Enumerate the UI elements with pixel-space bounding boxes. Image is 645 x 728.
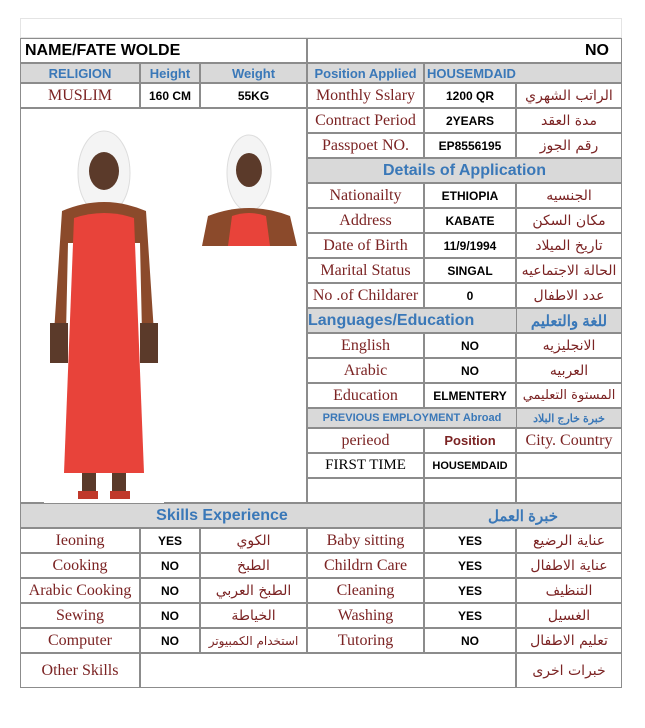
sewing-value: NO [140,603,200,628]
children-care-label: Childrn Care [307,553,424,578]
address-value: KABATE [424,208,516,233]
contract-period-ar: مدة العقد [516,108,622,133]
empty-cell [424,478,516,503]
arabic-cooking-label: Arabic Cooking [20,578,140,603]
dob-value: 11/9/1994 [424,233,516,258]
baby-sitting-ar: عناية الرضيع [516,528,622,553]
address-ar: مكان السكن [516,208,622,233]
passport-label: Passpoet NO. [307,133,424,158]
height-value: 160 CM [140,83,200,108]
other-skills-value [140,653,516,688]
nationality-ar: الجنسيه [516,183,622,208]
computer-label: Computer [20,628,140,653]
tutoring-label: Tutoring [307,628,424,653]
application-form [20,18,622,688]
children-care-ar: عناية الاطفال [516,553,622,578]
monthly-salary-label: Monthly Sslary [307,83,424,108]
english-ar: الانجليزيه [516,333,622,358]
cleaning-value: YES [424,578,516,603]
city-country-header: City. Country [516,428,622,453]
computer-value: NO [140,628,200,653]
contract-period-label: Contract Period [307,108,424,133]
address-label: Address [307,208,424,233]
religion-header: RELIGION [20,63,140,83]
cooking-label: Cooking [20,553,140,578]
passport-value: EP8556195 [424,133,516,158]
contract-period-value: 2YEARS [424,108,516,133]
ironing-label: Ieoning [20,528,140,553]
dob-label: Date of Birth [307,233,424,258]
cooking-value: NO [140,553,200,578]
baby-sitting-value: YES [424,528,516,553]
washing-label: Washing [307,603,424,628]
other-skills-ar: خبرات اخرى [516,653,622,688]
nationality-label: Nationailty [307,183,424,208]
previous-period-value: FIRST TIME [307,453,424,478]
ironing-value: YES [140,528,200,553]
arabic-value: NO [424,358,516,383]
monthly-salary-value: 1200 QR [424,83,516,108]
education-value: ELMENTERY [424,383,516,408]
arabic-cooking-ar: الطبخ العربي [200,578,307,603]
applicant-name: NAME/FATE WOLDE [20,38,307,63]
tutoring-ar: تعليم الاطفال [516,628,622,653]
washing-ar: الغسيل [516,603,622,628]
height-header: Height [140,63,200,83]
tutoring-value: NO [424,628,516,653]
nationality-value: ETHIOPIA [424,183,516,208]
education-label: Education [307,383,424,408]
position-header: Position [424,428,516,453]
previous-city-value [516,453,622,478]
english-value: NO [424,333,516,358]
previous-position-value: HOUSEMDAID [424,453,516,478]
children-value: 0 [424,283,516,308]
cooking-ar: الطبخ [200,553,307,578]
position-value: HOUSEMDAID [424,63,622,83]
dob-ar: تاريخ الميلاد [516,233,622,258]
children-ar: عدد الاطفال [516,283,622,308]
skills-title-ar: خبرة العمل [424,503,622,528]
marital-label: Marital Status [307,258,424,283]
headshot-photo [202,128,297,246]
baby-sitting-label: Baby sitting [307,528,424,553]
cleaning-label: Cleaning [307,578,424,603]
religion-value: MUSLIM [20,83,140,108]
marital-value: SINGAL [424,258,516,283]
sewing-label: Sewing [20,603,140,628]
top-empty-row [20,18,622,38]
empty-cell [307,478,424,503]
ironing-ar: الكوي [200,528,307,553]
previous-employment-title-ar: خبرة خارج البلاد [516,408,622,428]
weight-header: Weight [200,63,307,83]
details-title: Details of Application [307,158,622,183]
full-body-photo [44,123,164,503]
cleaning-ar: التنظيف [516,578,622,603]
passport-ar: رقم الجوز [516,133,622,158]
other-skills-label: Other Skills [20,653,140,688]
position-label: Position Applied [307,63,424,83]
reference-no: NO [307,38,622,63]
previous-employment-title: PREVIOUS EMPLOYMENT Abroad [307,408,517,428]
computer-ar: استخدام الكمبيوتر [200,628,307,653]
languages-title: Languages/Education [307,308,517,333]
weight-value: 55KG [200,83,307,108]
children-care-value: YES [424,553,516,578]
arabic-label: Arabic [307,358,424,383]
washing-value: YES [424,603,516,628]
languages-title-ar: للغة والتعليم [516,308,622,333]
skills-title: Skills Experience [20,503,424,528]
monthly-salary-ar: الراتب الشهري [516,83,622,108]
period-header: perieod [307,428,424,453]
english-label: English [307,333,424,358]
arabic-cooking-value: NO [140,578,200,603]
arabic-ar: العربيه [516,358,622,383]
marital-ar: الحالة الاجتماعيه [516,258,622,283]
empty-cell [516,478,622,503]
children-label: No .of Childarer [307,283,424,308]
sewing-ar: الخياطة [200,603,307,628]
education-ar: المستوة التعليمي [516,383,622,408]
